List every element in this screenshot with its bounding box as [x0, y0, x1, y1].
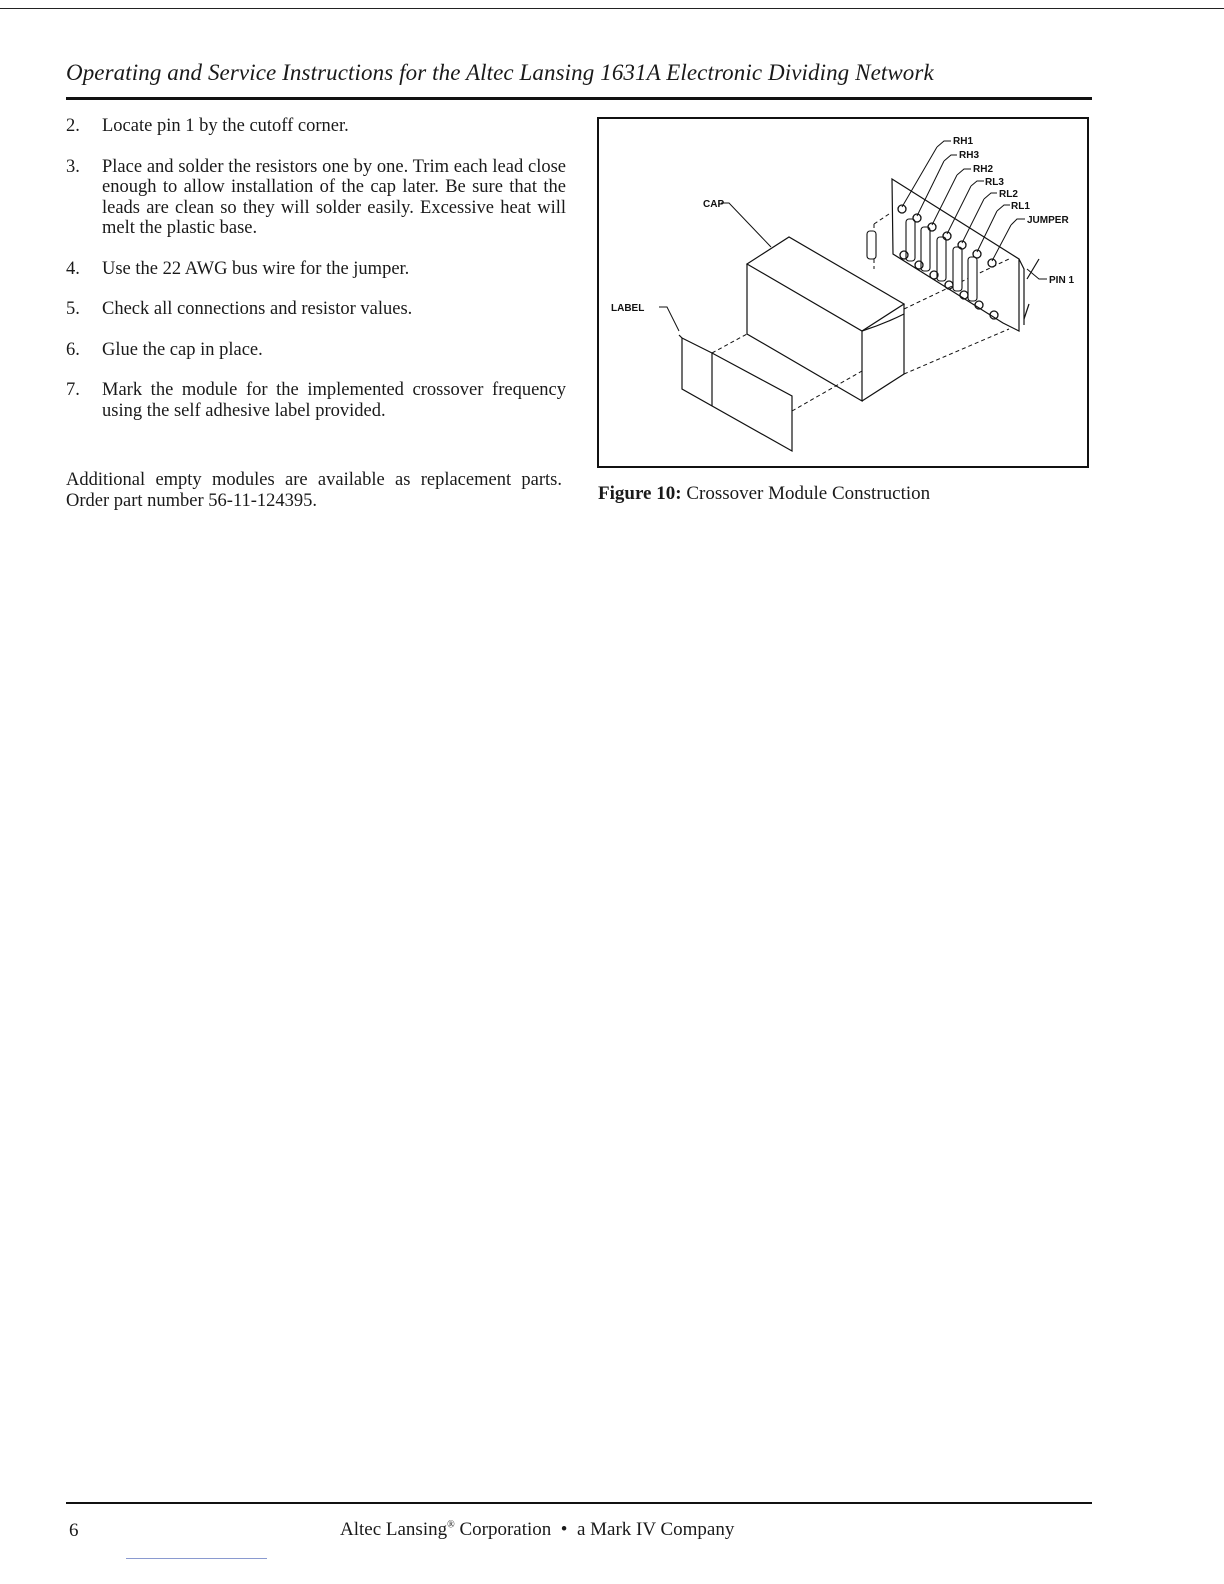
label-corner: [679, 335, 682, 338]
label-label: LABEL: [611, 303, 645, 314]
resistor-rl2: [968, 257, 977, 301]
footer-rule: [66, 1502, 1092, 1504]
label-cap: CAP: [703, 199, 725, 210]
figure-number: Figure 10:: [598, 483, 682, 504]
top-rule: [0, 8, 1224, 9]
step-text: Glue the cap in place.: [102, 339, 263, 360]
step-item: [66, 380, 566, 421]
step-item: [66, 259, 566, 280]
registered-mark: ®: [447, 1519, 455, 1531]
instruction-steps: [66, 116, 566, 441]
label-rh1: RH1: [953, 136, 974, 147]
assembly-line-cap-base-bottom: [904, 329, 1009, 374]
label-rl1: RL1: [1011, 201, 1030, 212]
step-text: Check all connections and resistor values.: [102, 299, 413, 319]
label-rh2: RH2: [973, 164, 994, 175]
leader-rh1-line: [902, 147, 937, 207]
page-header-title: Operating and Service Instructions for the Altec Lansing 1631A Electronic Dividing Network: [66, 60, 934, 85]
header-rule: [66, 97, 1092, 100]
step-item: [66, 116, 566, 137]
leader-rl2-line: [962, 199, 984, 243]
label-rl2: RL2: [999, 189, 1018, 200]
label-panel: [682, 338, 792, 451]
footer-company: Altec Lansing: [340, 1519, 448, 1540]
label-jumper: JUMPER: [1027, 215, 1069, 226]
step-number: 4.: [66, 258, 80, 279]
leader-rl2: [984, 193, 997, 199]
step-item: [66, 299, 566, 320]
resistor-loose: [867, 231, 876, 259]
cap-rounded-edge: [862, 314, 904, 331]
leader-rh3: [944, 155, 957, 161]
bottom-scan-mark: [126, 1558, 267, 1559]
pin1-leader-top: [1027, 259, 1039, 279]
step-item: [66, 340, 566, 361]
replacement-note: Additional empty modules are available as replacement parts. Order part number 56-11-124395.: [66, 470, 562, 511]
label-rh3: RH3: [959, 150, 980, 161]
step-number: 5.: [66, 299, 80, 319]
leader-rl1-line: [977, 211, 997, 252]
assembly-line-label-cap-top: [712, 334, 747, 353]
step-text: Locate pin 1 by the cutoff corner.: [102, 116, 349, 136]
step-text: Use the 22 AWG bus wire for the jumper.: [102, 258, 410, 279]
assembly-line-resistor-top: [874, 214, 889, 224]
step-number: 2.: [66, 116, 80, 136]
figure-crossover-module: [597, 117, 1089, 468]
leader-rh1: [937, 141, 951, 147]
leader-rh3-line: [917, 161, 944, 216]
leader-rl3: [971, 181, 984, 186]
step-text: Place and solder the resistors one by one. Trim each lead close enough to allow installation of the cap later. Be sure that the leads are clean so they will solder easily. Excessive heat will melt the plastic base.: [102, 156, 566, 238]
step-number: 3.: [66, 156, 80, 177]
leader-cap: [721, 203, 771, 247]
step-number: 6.: [66, 339, 80, 360]
cap-top-face: [747, 237, 904, 331]
crossover-module-diagram: [599, 119, 1087, 466]
pin1-corner: [1019, 259, 1024, 325]
assembly-line-label-cap-bottom: [792, 371, 862, 411]
step-item: [66, 157, 566, 239]
label-pin1: PIN 1: [1049, 275, 1075, 286]
footer-company-rest: Corporation • a Mark IV Company: [454, 1519, 735, 1540]
leader-label: [659, 307, 679, 331]
step-text: Mark the module for the implemented crossover frequency using the self adhesive label provided.: [102, 380, 566, 421]
figure-caption-text: Crossover Module Construction: [686, 483, 931, 504]
leader-rh2: [957, 169, 971, 175]
leader-rl1: [997, 205, 1010, 211]
resistor-rl3: [953, 247, 962, 291]
label-rl3: RL3: [985, 177, 1004, 188]
step-number: 7.: [66, 380, 80, 400]
leader-jumper-line: [992, 225, 1011, 261]
pin1-leader-bottom: [1024, 304, 1029, 319]
figure-caption: [598, 483, 930, 505]
cap-side-face: [862, 304, 904, 401]
footer-credit: [340, 1519, 734, 1541]
page-number: 6: [69, 1520, 79, 1541]
pad: [960, 291, 968, 299]
leader-jumper: [1011, 219, 1025, 225]
